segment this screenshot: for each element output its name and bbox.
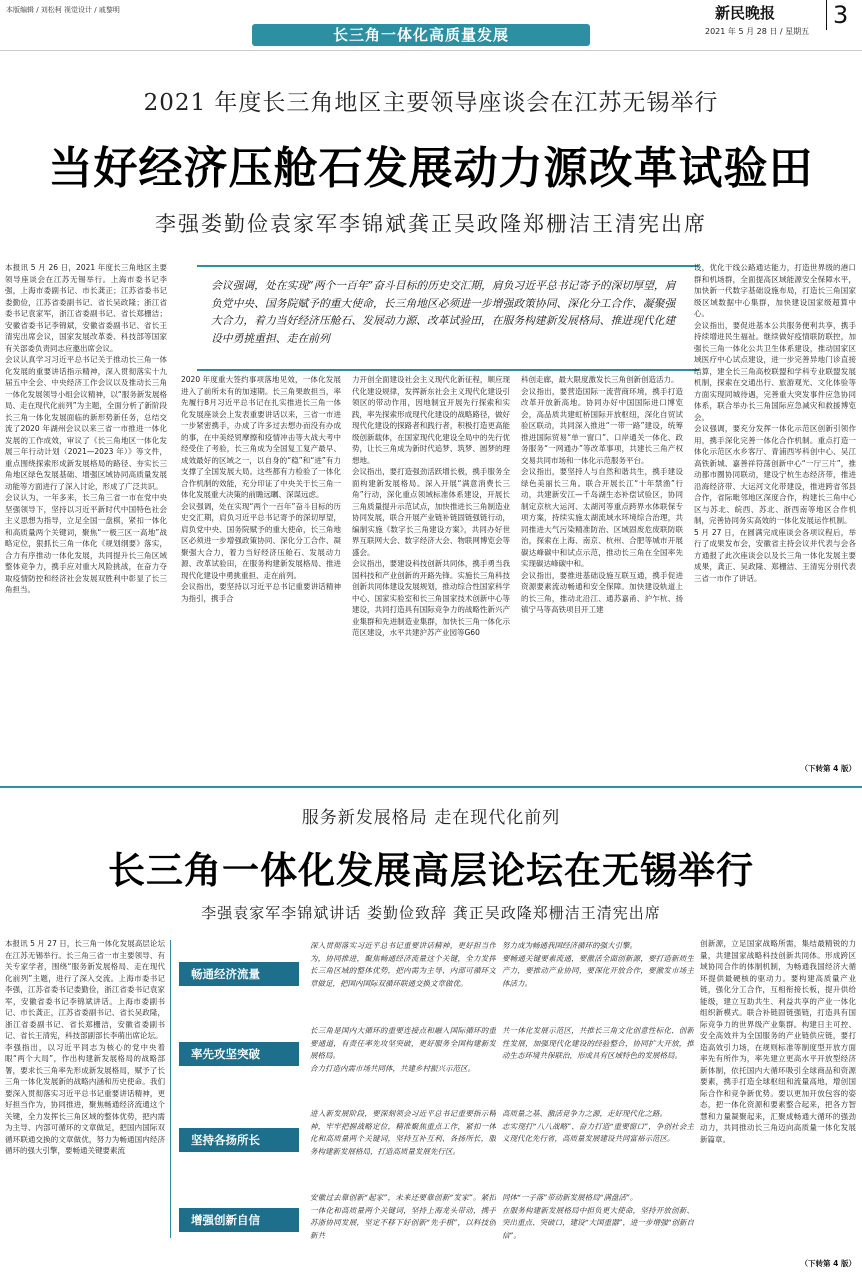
speaker-sidebar bbox=[170, 940, 326, 1238]
badge-li-jinbin: 增强创新自信 bbox=[179, 1208, 299, 1232]
article2-continued: （下转第 4 版） bbox=[800, 1259, 856, 1268]
article1-continued: （下转第 4 版） bbox=[800, 764, 856, 773]
article2-column-1: 本报讯 5 月 27 日，长三角一体化发展高层论坛在江苏无锡举行。长三角三省一市主要领导、有关专家学者，围绕“服务新发展格局、走在现代化前列”主题，进行了深入交流。上海市委书记李强，江苏省委书记娄勤俭，浙江省委书记袁家军，安徽省委书记李锦斌讲话。上海市委副书记、市长龚正，江苏省委副书记、省长吴政隆，浙江省委副书记、省长郑栅洁，安徽省委副书记、省长王清宪，科技部副部长李萌出席论坛。 李强指出，以习近平同志为核心的党中央着眼“两个大局”，作出构建新发展格局的战略部署，要求长三角率先形成新发展格局，赋予了长三角一体化发展新的战略内涵和历史使命。我们要深入贯彻落实习近平总书记重要讲话精神，更好担当作为，协同推进，聚焦畅通经济流通这个关键，全力发挥长三角区域的整体优势，把内需为主导、内部可循环的文章做足，把国内国际双循环联通交换的文章做优，努力为畅通国内经济循环的强大引擎，要畅通关键要素流 bbox=[5, 939, 165, 1155]
article2-kicker: 服务新发展格局 走在现代化前列 bbox=[301, 808, 561, 828]
article1-kicker: 2021 年度长三角地区主要领导座谈会在江苏无锡举行 bbox=[143, 90, 719, 116]
article2-headline: 长三角一体化发展高层论坛在无锡举行 bbox=[108, 849, 754, 892]
article1-column-4: 科创走廊，最大限度激发长三角创新创造活力。 会议指出，要营造国际一流营商环境，携手打造改革开放新高地。协同办好中国国际进口博览会，高品质共建虹桥国际开放枢纽，深化自贸试验区联动，共同深入推进“一带一路”建设，统筹推进国际贸易“单一窗口”、口岸通关一体化、政务服务“一网通办”等改革事项，共建长三角产权交易共同市场和一体化示范服务平台。 会议指出，要坚持人与自然和谐共生，携手建设绿色美丽长三角。联合开展长江“十年禁渔”行动，共建新安江—千岛湖生态补偿试验区，协同制定京杭大运河、太湖河等重点跨界水体联保专项方案，持续实施太湖流域水环境综合治理，共同推进大气污染精准防治、区域固废危废联防联治，探索在上海、南京、杭州、合肥等城市开展碳达峰碳中和试点示范，推动长三角在全国率先实现碳达峰碳中和。 会议指出，要推进基础设施互联互通，携手促进资源要素流动畅通和安全保障。加快建设轨道上的长三角，推动北沿江、通苏嘉甬、沪乍杭、扬镇宁马等高铁项目开工建 bbox=[521, 375, 683, 614]
header-divider bbox=[0, 50, 862, 51]
quote-lou-qinjian: 长三角是国内大循环的重要连接点和融入国际循环的重要通道，有责任率先攻坚突破，更好服务全国构建新发展格局。 合力打造内需市场共同体，共建乡村振兴示范区。 bbox=[310, 1026, 496, 1073]
article1-headline: 当好经济压舱石发展动力源改革试验田 bbox=[48, 143, 814, 194]
article1-summary: 会议强调，处在实现“两个一百年”奋斗目标的历史交汇期，肩负习近平总书记寄予的深切厚望，肩负党中央、国务院赋予的重大使命，长三角地区必须进一步增强政策协同、深化分工合作、凝聚强大合力，着力当好经济压舱石、发展动力源、改革试验田，在服务构建新发展格局、推进现代化建设中勇挑重担、走在前列 bbox=[197, 265, 699, 371]
badge-yuan-jiajun: 坚持各扬所长 bbox=[179, 1128, 299, 1152]
quote-li-jinbin: 安徽过去靠创新“起家”，未来还要靠创新“发家”。紧扣一体化和高质量两个关键词，坚持上海龙头带动，携手苏浙协同发展，坚定不移下好创新“先手棋”，以科技创新共 bbox=[310, 1193, 496, 1240]
badge-lou-qinjian: 率先攻坚突破 bbox=[179, 1042, 299, 1066]
badge-li-qiang: 畅通经济流量 bbox=[179, 962, 299, 986]
article1-column-5: 设，优化干线公路通达能力，打造世界级的港口群和机场群，全面提高区域能源安全保障水平，加快新一代数字基础设施布局，打造长三角国家级区域数据中心集群，加快建设国家级超算中心。 会议指出，要促进基本公共服务便利共享，携手持续增进民生福祉。继续做好疫情联防联控，加强长三角一体化公共卫生体系建设，推动国家区域医疗中心试点建设，进一步完善异地门诊直接结算，建全长三角高校联盟和学科专业联盟发展机制，探索在交通出行、旅游观光、文化体验等方面实现同城待遇，完善重大突发事件应急协同体系，联合举办长三角国际应急减灾和救援博览会。 会议强调，要充分发挥一体化示范区创新引领作用，携手深化完善一体化合作机制。重点打造一体化示范区水乡客厅、青浦西岑科创中心、吴江高铁新城、嘉善祥符荡创新中心“一厅三片”，推动都市圈协同联动，建设宁杭生态经济带，推进沿海经济带、大运河文化带建设，推进跨省邻县合作，省际毗邻地区深度合作，构建长三角中心区与苏北、皖西、苏北、浙西南等地区合作机制，完善协同务实高效的一体化发展运作机制。 5 月 27 日，在圆满完成座谈会各项议程后，举行了成果发布会，安徽省主持会议并代表与会各方通报了此次座谈会以及长三角一体化发展主要成果，龚正、吴政隆、郑栅洁、王清宪分别代表三省一市作了讲话。 bbox=[694, 263, 856, 583]
quote-li-qiang-cont: 努力成为畅通我国经济循环的强大引擎。 要畅通关键要素流通，要激活全面创新源，要打造新质生产力，要推动产业协同，要深化开放合作，要激发市场主体活力。 bbox=[502, 941, 694, 988]
page-number: 3 bbox=[826, 0, 848, 30]
section-banner: 长三角一体化高质量发展 bbox=[252, 24, 590, 46]
newspaper-logo: 新民晚报 bbox=[715, 4, 776, 22]
article1-column-1: 本报讯 5 月 26 日，2021 年度长三角地区主要领导座谈会在江苏无锡举行。上海市委书记李强，上海市委副书记、市长龚正；江苏省委书记娄勤俭，江苏省委副书记、省长吴政隆；浙江省委书记袁家军，浙江省委副书记、省长郑栅洁；安徽省委书记李锦斌，安徽省委副书记、省长王清宪出席会议，国家发展改革委、科技部等国家有关部委负责同志应邀出席会议。 会议认真学习习近平总书记关于推动长三角一体化发展的重要讲话指示精神，深入贯彻落实十九届五中全会、中央经济工作会议以及推动长三角一体化发展领导小组会议精神，以“服务新发展格局、走在现代化前列”为主题，全面分析了新阶段长三角一体化发展面临的新形势新任务，总结交流了2020 年湖州会议以来三省一市推进一体化发展的工作成效，审议了《长三角地区一体化发展三年行动计划（2021—2023 年）》等文件，重点围绕探索形成新发展格局的路径、夯实长三角地区绿色发展基础、增强区域协同高质量发展动能等方面进行了深入讨论，形成了广泛共识。 会议认为，一年多来，长三角三省一市在党中央坚强领导下，坚持以习近平新时代中国特色社会主义思想为指导，立足全国一盘棋，紧扣一体化和高质量两个关键词，聚焦“一极三区一高地”战略定位，狠抓长三角一体化《规划纲要》落实，合力有序推动一体化发展，共同提升长三角区域整体竞争力，携手应对重大风险挑战，在奋力夺取疫情防控和经济社会发展双胜利中彰显了长三角担当。 bbox=[5, 263, 167, 594]
article1-column-3: 力开创全面建设社会主义现代化新征程，顺应现代化建设规律，发挥新东社会主义现代化建设引领区的带动作用，因地制宜开展先行探索和实践，率先探索形成现代化建设的战略路径，做好现代化建设的探路者和践行者，积极打造更高能级创新载体，在国家现代化建设全局中的先行优势，让长三角成为新时代追梦、筑梦、圆梦的理想地。 会议指出，要打造强劲活跃增长极，携手服务全面构建新发展格局。深入开展“满意消费长三角”行动，深化重点领域标准体系建设，开展长三角质量提升示范试点，加快推进长三角制造业协同发展，联合开展产业链补链固链强链行动，编制实施《数字长三角建设方案》，共同办好世界互联网大会、数字经济大会、物联网博览会等盛会。 会议指出，要建设科技创新共同体，携手勇当我国科技和产业创新的开路先锋。实施长三角科技创新共同体建设发展规划，推动综合性国家科学中心、国家实验室和长三角国家技术创新中心等建设，共同打造具有国际竞争力的战略性新兴产业集群和先进制造业集群，加快长三角一体化示范区建设，水平共建沪苏产业园等G60 bbox=[352, 375, 510, 637]
article2-column-4: 创新源，立足国家战略所需，集结最精锐的力量，共建国家战略科技创新共同体。形成跨区域协同合作的体制机制，为畅通我国经济大循环提供最硬核的驱动力。要构建高质量产业链，强化分工合作，互相衔接长板，提升供给能级，建立互助共生、利益共享的产业一体化组织新模式。联合补链固链强链，打造具有国际竞争力的世界级产业集群。构建日主可控、安全高效并为全国服务的产业链供应链，要打造高效引力场，在规则标准等制度型开放方面率先有所作为，率先建立更高水平开放型经济新体制，依托国内大循环吸引全球商品和资源要素，携手打造全球枢纽和流量高地，增创国际合作和竞争新优势。要以更加开放包容的姿态，把一体化资源和要素整合起来，把各方智慧和力量凝聚起来，汇聚成畅通大循环的强劲动力，共同推动长三角迈向高质量一体化发展新篇章。 bbox=[700, 939, 856, 1144]
page-credits: 本版编辑 / 刘松柯 视觉设计 / 戚黎明 bbox=[6, 6, 120, 14]
issue-date: 2021 年 5 月 28 日 / 星期五 bbox=[705, 27, 810, 36]
quote-yuan-jiajun-cont: 高质量之基、激活竞争力之源，走好现代化之路。 志实现打“八八战略”、奋力打造“重要窗口”，争创社会主义现代化先行省，高质量发展建设共同富裕示范区。 bbox=[502, 1109, 694, 1143]
quote-li-jinbin-cont: 同体“一子落”带动新发展格局“满盘活”。 在服务构建新发展格局中担负更大使命，坚持开放创新、突出重点、突破口，建设“大国重器”，进一步增强“创新自信”。 bbox=[502, 1193, 694, 1240]
quote-li-qiang: 深入贯彻落实习近平总书记重要讲话精神，更好担当作为，协同推进，聚焦畅通经济流量这个关键，全力发挥长三角区域的整体优势，把内需为主导、内部可循环文章做足，把国内国际双循环联通交换文章做优。 bbox=[310, 941, 496, 988]
article1-subhead: 李强娄勤俭袁家军李锦斌龚正吴政隆郑栅洁王清宪出席 bbox=[155, 212, 707, 236]
quote-lou-qinjian-cont: 共一体化发展示范区，共推长三角文化创意性标化、创新性发展，加强现代化建设的经验整合，协同扩大开放，推动生态环境共保联治，形成具有区域特色的发展格局。 bbox=[502, 1026, 694, 1060]
section-divider bbox=[0, 786, 862, 788]
article1-column-2: 2020 年度重大签约事项落地见效，一体化发展进入了前所未有的加速期。长三角果敢担当，率先履行8月习近平总书记在扎实推进长三角一体化发展座谈会上发表重要讲话以来，三省一市进一步紧密携手，办成了许多过去想办而没有办成的事，在中美经贸摩擦和疫情冲击等大战大考中经受住了考验，长三角成为全国复工复产最早、成效最好的区域之一，以自身的“稳”和“进”有力支撑了全国发展大局。这些都有力检验了一体化合作机制的效能，充分印证了中央关于长三角一体化发展重大决策的前瞻远瞩、深谋远虑。 会议强调，处在实现“两个一百年”奋斗目标的历史交汇期，肩负习近平总书记寄予的深切厚望，肩负党中央、国务院赋予的重大使命，长三角地区必须进一步增强政策协同、深化分工合作、凝聚强大合力，着力当好经济压舱石、发展动力源、改革试验田，在服务构建新发展格局、推进现代化建设中勇挑重担、走在前列。 会议指出，要坚持以习近平总书记重要讲话精神为指引，携手合 bbox=[181, 375, 341, 603]
quote-yuan-jiajun: 进入新发展阶段，要深刻领会习近平总书记重要指示精神，牢牢把握战略定位，精准聚焦重点工作，紧扣一体化和高质量两个关键词，坚持互补互利、各扬所长，服务构建新发展格局，打造高质量发展先行区。 bbox=[310, 1109, 496, 1156]
article2-subhead: 李强袁家军李锦斌讲话 娄勤俭致辞 龚正吴政隆郑栅洁王清宪出席 bbox=[201, 904, 661, 922]
